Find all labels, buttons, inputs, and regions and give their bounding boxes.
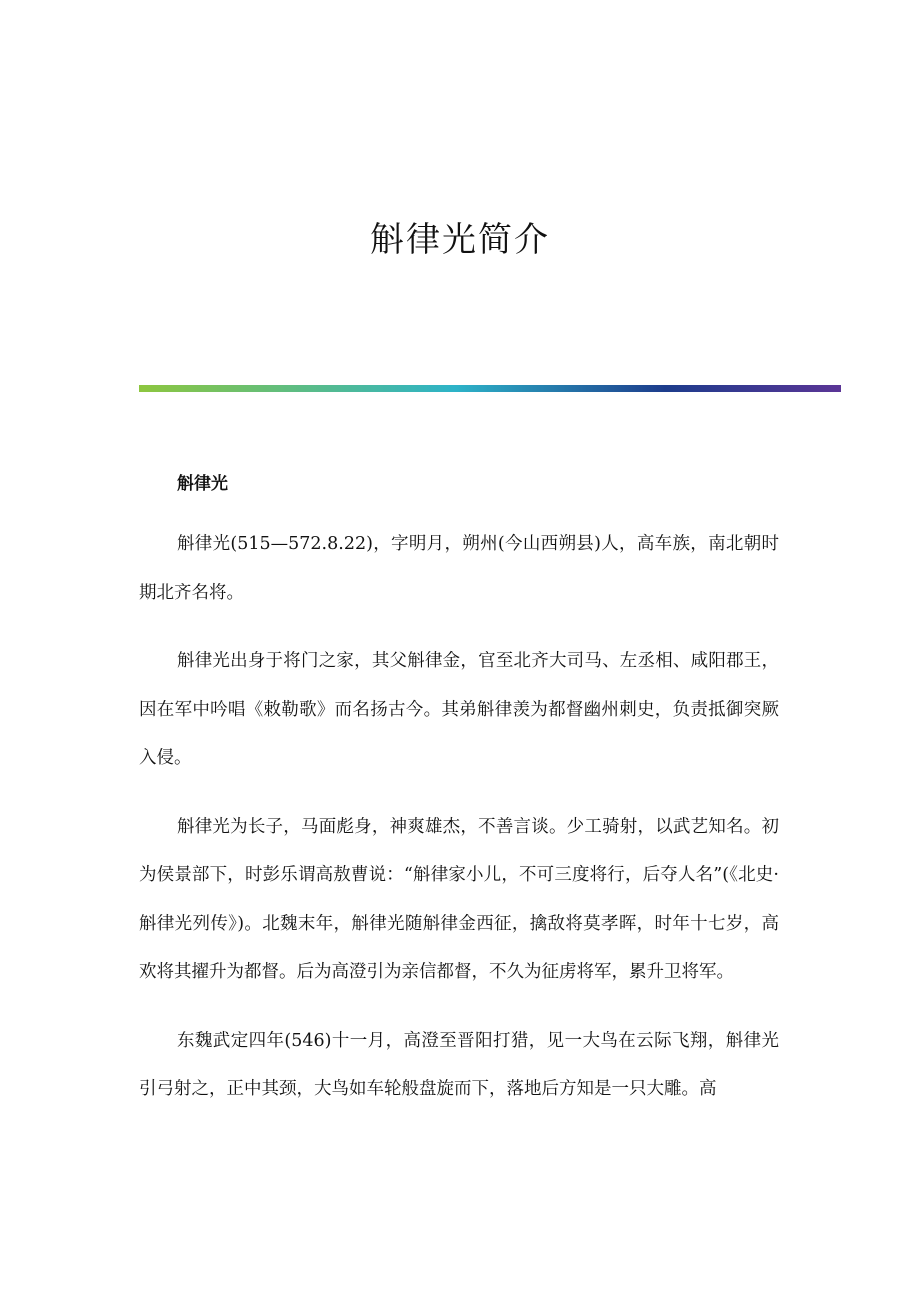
paragraph-eagle-story: 东魏武定四年(546)十一月，高澄至晋阳打猎，见一大鸟在云际飞翔，斛律光引弓射之，正中其颈，大鸟如车轮般盘旋而下，落地后方知是一只大雕。高 bbox=[139, 1030, 779, 1099]
document-body bbox=[139, 466, 779, 1134]
paragraph-family: 斛律光出身于将门之家，其父斛律金，官至北齐大司马、左丞相、咸阳郡王，因在军中吟唱《敕勒歌》而名扬古今。其弟斛律羡为都督幽州刺史，负责抵御突厥入侵。 bbox=[139, 651, 779, 768]
paragraph-early-career: 斛律光为长子，马面彪身，神爽雄杰，不善言谈。少工骑射，以武艺知名。初为侯景部下，时彭乐谓高敖曹说：“斛律家小儿，不可三度将行，后夺人名”(《北史·斛律光列传》)。北魏末年，斛律光随斛律金西征，擒敌将莫孝晖，时年十七岁，高欢将其擢升为都督。后为高澄引为亲信都督，不久为征虏将军，累升卫将军。 bbox=[139, 816, 779, 982]
section-heading: 斛律光 bbox=[177, 474, 228, 494]
title-divider bbox=[139, 385, 841, 392]
paragraph-intro: 斛律光(515—572.8.22)，字明月，朔州(今山西朔县)人，高车族，南北朝时期北齐名将。 bbox=[139, 534, 779, 603]
document-title: 斛律光简介 bbox=[370, 220, 550, 260]
